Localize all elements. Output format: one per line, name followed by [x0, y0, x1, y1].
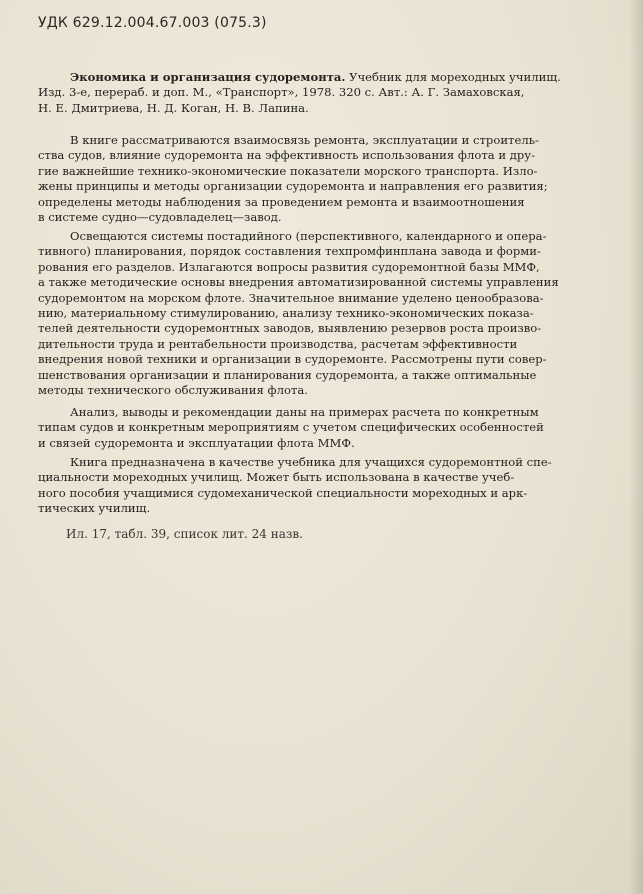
bibliographic-entry [38, 70, 616, 116]
abstract-paragraph-2 [38, 229, 616, 398]
text-line: Книга предназначена в качестве учебника для учащихся судоремонтной спе- [70, 455, 552, 469]
book-title: Экономика и организация судоремонта. [70, 70, 346, 84]
text-line: и связей судоремонта и эксплуатации флота ММФ. [38, 435, 355, 450]
text-line: шенствования организации и планирования судоремонта, а также оптимальные [38, 367, 537, 382]
text-line: телей деятельности судоремонтных заводов, выявлению резервов роста произво- [38, 321, 542, 336]
text-line: определены методы наблюдения за проведением ремонта и взаимоотношения [38, 194, 525, 209]
text-line: тических училищ. [38, 501, 151, 516]
text-line: ного пособия учащимися судомеханической специальности мореходных и арк- [38, 485, 528, 500]
text-line: гие важнейшие технико-экономические показатели морского транспорта. Изло- [38, 163, 538, 178]
text-line: ства судов, влияние судоремонта на эффективность использования флота и дру- [38, 148, 536, 163]
text-line: а также методические основы внедрения автоматизированной системы управления [38, 275, 559, 290]
bib-line-3: Н. Е. Дмитриева, Н. Д. Коган, Н. В. Лапина. [38, 100, 309, 115]
text-line: методы технического обслуживания флота. [38, 383, 308, 398]
text-line: судоремонтом на морском флоте. Значительное внимание уделено ценообразова- [38, 290, 544, 305]
abstract-paragraph-1 [38, 133, 616, 225]
abstract-paragraph-4 [38, 455, 616, 517]
bib-line-1 [38, 70, 616, 85]
text-line: в системе судно—судовладелец—завод. [38, 210, 282, 225]
text-line: жены принципы и методы организации судоремонта и направления его развития; [38, 179, 548, 194]
text-line: циальности мореходных училищ. Может быть использована в качестве учеб- [38, 470, 515, 485]
text-line: внедрения новой техники и организации в судоремонте. Рассмотрены пути совер- [38, 352, 547, 367]
text-line: типам судов и конкретным мероприятиям с учетом специфических особенностей [38, 420, 544, 435]
udc-code: УДК 629.12.004.67.003 (075.3) [38, 15, 267, 31]
text-line: Освещаются системы постадийного (перспективного, календарного и опера- [70, 229, 547, 243]
text-line: дительности труда и рентабельности производства, расчетам эффективности [38, 336, 518, 351]
bib-line-1-rest: Учебник для мореходных училищ. [349, 70, 561, 84]
abstract-paragraph-3 [38, 405, 616, 451]
text-line: рования его разделов. Излагаются вопросы развития судоремонтной базы ММФ, [38, 259, 540, 274]
bib-line-2: Изд. 3-е, перераб. и доп. М., «Транспорт», 1978. 320 с. Авт.: А. Г. Замаховская, [38, 85, 525, 100]
text-line: тивного) планирования, порядок составления техпромфинплана завода и форми- [38, 244, 541, 259]
text-line: В книге рассматриваются взаимосвязь ремонта, эксплуатации и строитель- [70, 133, 539, 147]
text-line: нию, материальному стимулированию, анализу технико-экономических показа- [38, 306, 534, 321]
text-line: Анализ, выводы и рекомендации даны на примерах расчета по конкретным [70, 405, 539, 419]
illustrations-count: Ил. 17, табл. 39, список лит. 24 назв. [66, 527, 303, 541]
